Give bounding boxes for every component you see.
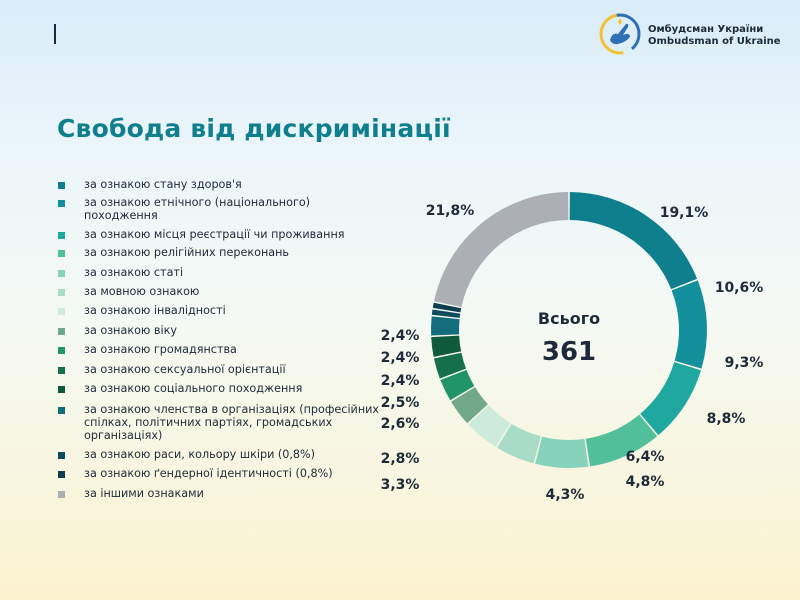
chart-value-label: 19,1% xyxy=(659,205,709,221)
chart-value-label: 2,4% xyxy=(380,373,420,389)
legend-label: за ознакою громадянства xyxy=(84,343,237,356)
legend-label: за ознакою раси, кольору шкіри (0,8%) xyxy=(84,448,316,461)
legend-label: за ознакою стану здоров'я xyxy=(84,178,242,191)
chart-total-value: 361 xyxy=(541,337,597,367)
chart-slice xyxy=(672,280,707,368)
legend-label: за ознакою етнічного (національного) походження xyxy=(84,196,311,222)
chart-total-label: Всього xyxy=(537,309,601,328)
chart-value-label: 2,5% xyxy=(380,395,420,411)
chart-slice xyxy=(431,316,460,335)
legend-label: за ознакою віку xyxy=(84,324,177,337)
chart-value-label: 6,4% xyxy=(625,449,665,465)
legend-label: за ознакою сексуальної орієнтації xyxy=(84,363,286,376)
chart-slice xyxy=(640,362,701,435)
legend-label: за ознакою ґендерної ідентичності (0,8%) xyxy=(84,467,333,480)
chart-value-label: 9,3% xyxy=(724,355,764,371)
logo-text-ukrainian: Омбудсман України xyxy=(648,24,764,35)
chart-value-label: 2,6% xyxy=(380,416,420,432)
legend-label: за ознакою соціального походження xyxy=(84,382,303,395)
chart-value-label: 10,6% xyxy=(714,280,764,296)
chart-value-label: 3,3% xyxy=(380,477,420,493)
chart-value-label: 21,8% xyxy=(425,203,475,219)
chart-value-label: 4,3% xyxy=(545,487,585,503)
chart-slice xyxy=(535,437,588,468)
legend-label: за ознакою членства в організаціях (професійних спілках, політичних партіях, громадських організаціях) xyxy=(84,403,380,442)
chart-value-label: 4,8% xyxy=(625,474,665,490)
chart-value-label: 2,8% xyxy=(380,451,420,467)
legend-label: за ознакою інвалідності xyxy=(84,304,226,317)
legend-label: за ознакою статі xyxy=(84,266,184,279)
legend-label: за ознакою релігійних переконань xyxy=(84,246,290,259)
legend-label: за мовною ознакою xyxy=(84,285,200,298)
chart-value-label: 8,8% xyxy=(706,411,746,427)
logo-text-english: Ombudsman of Ukraine xyxy=(648,36,781,47)
legend-label: за ознакою місця реєстрації чи проживання xyxy=(84,228,345,241)
chart-slice xyxy=(431,336,461,357)
chart-value-label: 2,4% xyxy=(380,328,420,344)
chart-value-label: 2,4% xyxy=(380,350,420,366)
page-title: Свобода від дискримінації xyxy=(57,114,451,143)
legend-label: за іншими ознаками xyxy=(84,487,204,500)
